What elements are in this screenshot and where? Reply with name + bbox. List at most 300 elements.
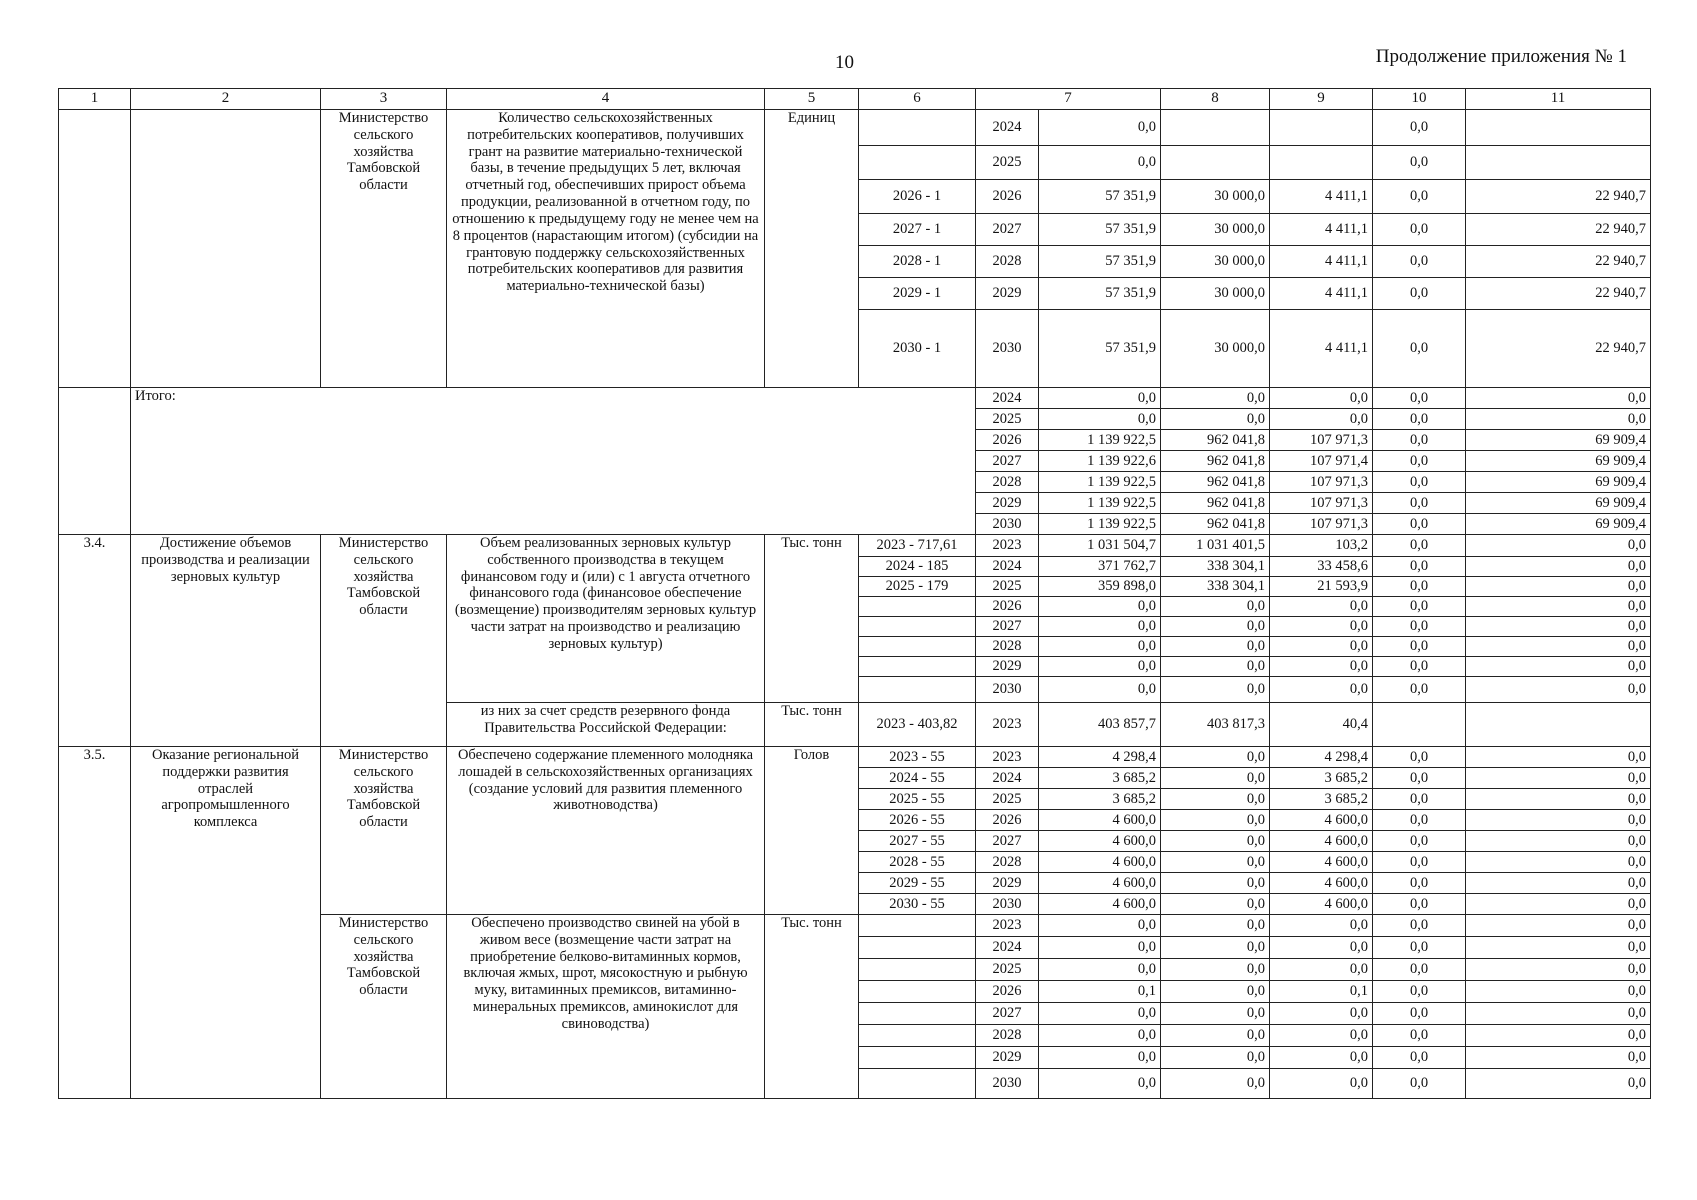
unit-cell: Тыс. тонн [765, 703, 859, 747]
table-row [59, 747, 1651, 768]
cell-plan: 2027 - 55 [859, 831, 976, 852]
cell-federal: 0,0 [1161, 852, 1270, 873]
cell-municipal: 0,0 [1373, 246, 1466, 278]
cell-extra: 0,0 [1466, 597, 1651, 617]
cell-federal: 30 000,0 [1161, 278, 1270, 310]
cell-federal: 1 031 401,5 [1161, 535, 1270, 557]
cell-regional: 0,0 [1270, 915, 1373, 937]
cell-municipal: 0,0 [1373, 617, 1466, 637]
cell-federal: 0,0 [1161, 657, 1270, 677]
cell-municipal: 0,0 [1373, 310, 1466, 388]
cell-total: 0,0 [1039, 1047, 1161, 1069]
cell-year: 2024 [976, 937, 1039, 959]
cell-year: 2030 [976, 894, 1039, 915]
budget-table [58, 88, 1651, 1099]
cell-plan: 2028 - 1 [859, 246, 976, 278]
cell-year: 2024 [976, 557, 1039, 577]
cell-total: 0,0 [1039, 959, 1161, 981]
cell-regional: 4 411,1 [1270, 278, 1373, 310]
unit-cell: Единиц [765, 110, 859, 388]
cell-year: 2030 [976, 310, 1039, 388]
cell-federal: 0,0 [1161, 831, 1270, 852]
cell-year: 2025 [976, 577, 1039, 597]
cell-municipal: 0,0 [1373, 597, 1466, 617]
cell-year: 2023 [976, 747, 1039, 768]
cell-extra: 0,0 [1466, 1003, 1651, 1025]
cell-total: 57 351,9 [1039, 214, 1161, 246]
cell-federal: 0,0 [1161, 677, 1270, 703]
cell-extra: 0,0 [1466, 915, 1651, 937]
cell-regional: 4 600,0 [1270, 852, 1373, 873]
cell-extra: 0,0 [1466, 1069, 1651, 1099]
cell-federal: 962 041,8 [1161, 493, 1270, 514]
cell-municipal: 0,0 [1373, 657, 1466, 677]
cell-federal: 0,0 [1161, 915, 1270, 937]
cell-total: 0,0 [1039, 617, 1161, 637]
cell-municipal: 0,0 [1373, 180, 1466, 214]
cell-municipal: 0,0 [1373, 937, 1466, 959]
cell-federal: 962 041,8 [1161, 514, 1270, 535]
cell-extra: 69 909,4 [1466, 430, 1651, 451]
cell-municipal: 0,0 [1373, 768, 1466, 789]
cell-extra: 0,0 [1466, 747, 1651, 768]
cell-federal: 338 304,1 [1161, 557, 1270, 577]
cell-federal: 30 000,0 [1161, 310, 1270, 388]
cell-total: 0,0 [1039, 1003, 1161, 1025]
section-title: Оказание региональной поддержки развития отраслей агропромышленного комплекса [131, 747, 321, 1099]
cell-plan: 2030 - 1 [859, 310, 976, 388]
col-header-5: 5 [765, 89, 859, 110]
cell-plan: 2024 - 55 [859, 768, 976, 789]
col-header-7: 7 [976, 89, 1161, 110]
cell-federal: 30 000,0 [1161, 214, 1270, 246]
cell-municipal: 0,0 [1373, 894, 1466, 915]
cell-municipal: 0,0 [1373, 852, 1466, 873]
cell-plan: 2029 - 1 [859, 278, 976, 310]
cell-municipal: 0,0 [1373, 409, 1466, 430]
cell-total: 1 139 922,5 [1039, 430, 1161, 451]
cell-federal: 0,0 [1161, 981, 1270, 1003]
col-header-4: 4 [447, 89, 765, 110]
cell-extra: 0,0 [1466, 388, 1651, 409]
cell-plan [859, 657, 976, 677]
cell-year: 2026 [976, 597, 1039, 617]
cell-year: 2023 [976, 703, 1039, 747]
executor-cell: Министерство сельского хозяйства Тамбовской области [321, 110, 447, 388]
cell-regional: 0,0 [1270, 1069, 1373, 1099]
cell-plan [859, 637, 976, 657]
cell-total: 403 857,7 [1039, 703, 1161, 747]
cell-federal: 0,0 [1161, 789, 1270, 810]
cell-regional: 3 685,2 [1270, 768, 1373, 789]
cell-year: 2028 [976, 1025, 1039, 1047]
cell-total: 0,0 [1039, 146, 1161, 180]
cell-federal: 338 304,1 [1161, 577, 1270, 597]
cell-total: 0,0 [1039, 915, 1161, 937]
cell-regional: 107 971,3 [1270, 514, 1373, 535]
cell-year: 2026 [976, 180, 1039, 214]
cell-total: 57 351,9 [1039, 278, 1161, 310]
cell-regional: 0,0 [1270, 677, 1373, 703]
cell-federal: 0,0 [1161, 810, 1270, 831]
cell-year: 2027 [976, 617, 1039, 637]
cell-federal: 0,0 [1161, 747, 1270, 768]
cell-municipal: 0,0 [1373, 146, 1466, 180]
cell-regional [1270, 146, 1373, 180]
col-header-3: 3 [321, 89, 447, 110]
cell-total: 1 139 922,6 [1039, 451, 1161, 472]
indicator-cell: Обеспечено производство свиней на убой в живом весе (возмещение части затрат на приобретение белково-витаминных кормов, включая жмых, шрот, мясокостную и рыбную муку, витаминных премиксов, витаминно-минеральных премиксов, аминокислот для свиноводства) [447, 915, 765, 1099]
reserve-indicator-cell: из них за счет средств резервного фонда Правительства Российской Федерации: [447, 703, 765, 747]
cell-municipal: 0,0 [1373, 1025, 1466, 1047]
cell-plan [859, 110, 976, 146]
unit-cell: Тыс. тонн [765, 915, 859, 1099]
cell-plan: 2023 - 55 [859, 747, 976, 768]
cell-regional: 4 600,0 [1270, 894, 1373, 915]
indicator-cell: Количество сельскохозяйственных потребительских кооперативов, получивших грант на развитие материально-технической базы, в течение предыдущих 5 лет, включая отчетный год, обеспечивших прирост объема продукции, реализованной в отчетном году, по отношению к предыдущему году не менее чем на 8 процентов (нарастающим итогом) (субсидии на грантовую поддержку сельскохозяйственных потребительских кооперативов для развития материально-технической базы) [447, 110, 765, 388]
cell-federal: 0,0 [1161, 388, 1270, 409]
unit-cell: Тыс. тонн [765, 535, 859, 703]
cell-plan [859, 1069, 976, 1099]
cell-federal [1161, 110, 1270, 146]
cell-total: 0,0 [1039, 657, 1161, 677]
cell-federal: 0,0 [1161, 873, 1270, 894]
cell-year: 2030 [976, 514, 1039, 535]
cell-municipal: 0,0 [1373, 873, 1466, 894]
executor-cell: Министерство сельского хозяйства Тамбовской области [321, 747, 447, 915]
cell-regional: 0,1 [1270, 981, 1373, 1003]
cell-regional: 40,4 [1270, 703, 1373, 747]
cell-regional: 103,2 [1270, 535, 1373, 557]
cell-municipal: 0,0 [1373, 677, 1466, 703]
cell-year: 2026 [976, 430, 1039, 451]
cell-year: 2028 [976, 637, 1039, 657]
cell-extra [1466, 146, 1651, 180]
indicator-cell: Объем реализованных зерновых культур собственного производства в текущем финансовом году и (или) с 1 августа отчетного финансового года (финансовое обеспечение (возмещение) производителям зерновых культур части затрат на производство и реализацию зерновых культур) [447, 535, 765, 703]
cell-plan: 2023 - 403,82 [859, 703, 976, 747]
cell-municipal: 0,0 [1373, 430, 1466, 451]
cell-year: 2024 [976, 388, 1039, 409]
cell-year: 2027 [976, 451, 1039, 472]
cell-total: 4 600,0 [1039, 810, 1161, 831]
cell-regional: 4 298,4 [1270, 747, 1373, 768]
cell-regional: 0,0 [1270, 959, 1373, 981]
cell-plan [859, 1003, 976, 1025]
cell-extra: 0,0 [1466, 852, 1651, 873]
cell-year: 2027 [976, 214, 1039, 246]
executor-cell: Министерство сельского хозяйства Тамбовской области [321, 535, 447, 747]
cell-municipal: 0,0 [1373, 577, 1466, 597]
cell-total: 0,0 [1039, 388, 1161, 409]
cell-municipal: 0,0 [1373, 915, 1466, 937]
cell-municipal: 0,0 [1373, 110, 1466, 146]
cell-extra: 22 940,7 [1466, 180, 1651, 214]
cell-federal: 0,0 [1161, 768, 1270, 789]
cell-regional: 0,0 [1270, 657, 1373, 677]
cell-year: 2026 [976, 810, 1039, 831]
cell-plan: 2028 - 55 [859, 852, 976, 873]
cell-municipal: 0,0 [1373, 514, 1466, 535]
cell-municipal: 0,0 [1373, 789, 1466, 810]
cell-federal: 0,0 [1161, 1025, 1270, 1047]
cell-total: 0,0 [1039, 937, 1161, 959]
cell-extra: 69 909,4 [1466, 451, 1651, 472]
cell-plan [859, 1025, 976, 1047]
cell-regional: 0,0 [1270, 637, 1373, 657]
cell-regional: 0,0 [1270, 409, 1373, 430]
cell-extra: 0,0 [1466, 873, 1651, 894]
cell-plan: 2025 - 179 [859, 577, 976, 597]
cell-total: 4 600,0 [1039, 852, 1161, 873]
cell-total: 0,0 [1039, 1025, 1161, 1047]
cell-total: 3 685,2 [1039, 789, 1161, 810]
cell-federal: 0,0 [1161, 894, 1270, 915]
cell-total: 0,0 [1039, 1069, 1161, 1099]
cell-regional: 0,0 [1270, 1003, 1373, 1025]
cell-plan: 2024 - 185 [859, 557, 976, 577]
cell-year: 2030 [976, 677, 1039, 703]
cell-federal: 30 000,0 [1161, 180, 1270, 214]
cell-regional: 4 411,1 [1270, 214, 1373, 246]
cell-total: 0,0 [1039, 409, 1161, 430]
cell-plan [859, 677, 976, 703]
cell-extra: 69 909,4 [1466, 493, 1651, 514]
cell-regional: 4 600,0 [1270, 810, 1373, 831]
cell-year: 2027 [976, 831, 1039, 852]
cell-total: 3 685,2 [1039, 768, 1161, 789]
cell-total: 0,0 [1039, 677, 1161, 703]
cell-year: 2029 [976, 278, 1039, 310]
cell-municipal: 0,0 [1373, 637, 1466, 657]
cell-extra: 69 909,4 [1466, 472, 1651, 493]
cell-year: 2023 [976, 535, 1039, 557]
cell-plan: 2025 - 55 [859, 789, 976, 810]
cell-plan: 2029 - 55 [859, 873, 976, 894]
cell-year: 2025 [976, 146, 1039, 180]
cell-municipal: 0,0 [1373, 278, 1466, 310]
cell-regional: 21 593,9 [1270, 577, 1373, 597]
cell-total: 1 139 922,5 [1039, 472, 1161, 493]
col-header-6: 6 [859, 89, 976, 110]
cell-federal: 0,0 [1161, 937, 1270, 959]
cell-regional: 107 971,3 [1270, 472, 1373, 493]
cell-plan [859, 937, 976, 959]
cell-regional: 4 411,1 [1270, 180, 1373, 214]
cell-year: 2025 [976, 789, 1039, 810]
cell-extra: 0,0 [1466, 617, 1651, 637]
cell-regional: 107 971,4 [1270, 451, 1373, 472]
cell-extra: 0,0 [1466, 981, 1651, 1003]
cell-municipal: 0,0 [1373, 388, 1466, 409]
cell-federal: 0,0 [1161, 597, 1270, 617]
cell-plan [859, 146, 976, 180]
cell-plan [859, 617, 976, 637]
cell-year: 2029 [976, 1047, 1039, 1069]
cell-total: 1 031 504,7 [1039, 535, 1161, 557]
cell-year: 2024 [976, 768, 1039, 789]
cell-extra: 0,0 [1466, 831, 1651, 852]
cell-year: 2029 [976, 493, 1039, 514]
cell-extra: 0,0 [1466, 894, 1651, 915]
cell-regional: 4 600,0 [1270, 831, 1373, 852]
cell-extra: 0,0 [1466, 1025, 1651, 1047]
cell-plan: 2026 - 1 [859, 180, 976, 214]
cell-extra: 22 940,7 [1466, 278, 1651, 310]
cell-federal: 0,0 [1161, 617, 1270, 637]
cell-municipal: 0,0 [1373, 493, 1466, 514]
cell-extra: 0,0 [1466, 937, 1651, 959]
cell-federal: 0,0 [1161, 1069, 1270, 1099]
cell-extra: 69 909,4 [1466, 514, 1651, 535]
cell-extra: 0,0 [1466, 789, 1651, 810]
cell-regional: 4 411,1 [1270, 310, 1373, 388]
cell-total: 4 600,0 [1039, 873, 1161, 894]
cell-regional: 0,0 [1270, 937, 1373, 959]
cell-extra: 0,0 [1466, 810, 1651, 831]
unit-cell: Голов [765, 747, 859, 915]
cell-plan [859, 959, 976, 981]
cell-extra: 0,0 [1466, 768, 1651, 789]
cell-year: 2027 [976, 1003, 1039, 1025]
cell-federal: 403 817,3 [1161, 703, 1270, 747]
cell-extra: 22 940,7 [1466, 214, 1651, 246]
cell-extra: 0,0 [1466, 1047, 1651, 1069]
section-title: Достижение объемов производства и реализации зерновых культур [131, 535, 321, 747]
cell-year: 2030 [976, 1069, 1039, 1099]
cell-municipal: 0,0 [1373, 981, 1466, 1003]
table-row [59, 535, 1651, 557]
cell-total: 4 600,0 [1039, 831, 1161, 852]
cell-plan: 2027 - 1 [859, 214, 976, 246]
cell-extra: 0,0 [1466, 409, 1651, 430]
cell-year: 2025 [976, 959, 1039, 981]
cell-plan [859, 915, 976, 937]
cell-federal: 0,0 [1161, 637, 1270, 657]
cell-extra: 0,0 [1466, 959, 1651, 981]
col-header-1: 1 [59, 89, 131, 110]
cell-number [59, 110, 131, 388]
cell-total: 0,0 [1039, 110, 1161, 146]
cell-municipal: 0,0 [1373, 451, 1466, 472]
cell-federal: 962 041,8 [1161, 451, 1270, 472]
itogo-label: Итого: [131, 388, 976, 535]
cell-regional: 107 971,3 [1270, 430, 1373, 451]
cell-municipal: 0,0 [1373, 810, 1466, 831]
cell-municipal: 0,0 [1373, 557, 1466, 577]
cell-year: 2024 [976, 110, 1039, 146]
cell-regional: 0,0 [1270, 597, 1373, 617]
cell-regional: 4 411,1 [1270, 246, 1373, 278]
column-header-row [59, 89, 1651, 110]
cell-total: 57 351,9 [1039, 246, 1161, 278]
cell-extra: 0,0 [1466, 557, 1651, 577]
table-row [59, 110, 1651, 146]
cell-extra [1466, 703, 1651, 747]
cell-year: 2028 [976, 246, 1039, 278]
cell-plan [859, 981, 976, 1003]
cell-plan [859, 597, 976, 617]
cell-regional: 107 971,3 [1270, 493, 1373, 514]
cell-total: 4 298,4 [1039, 747, 1161, 768]
cell-extra: 0,0 [1466, 577, 1651, 597]
page-number: 10 [835, 52, 854, 73]
cell-federal: 0,0 [1161, 409, 1270, 430]
col-header-10: 10 [1373, 89, 1466, 110]
cell-year: 2029 [976, 657, 1039, 677]
cell-regional: 0,0 [1270, 1025, 1373, 1047]
cell-regional: 0,0 [1270, 617, 1373, 637]
cell-federal: 962 041,8 [1161, 430, 1270, 451]
cell-municipal: 0,0 [1373, 831, 1466, 852]
cell-year: 2026 [976, 981, 1039, 1003]
section-number: 3.5. [59, 747, 131, 1099]
cell-federal: 30 000,0 [1161, 246, 1270, 278]
cell-total: 57 351,9 [1039, 310, 1161, 388]
cell-regional: 33 458,6 [1270, 557, 1373, 577]
cell-year: 2029 [976, 873, 1039, 894]
cell-plan: 2030 - 55 [859, 894, 976, 915]
cell-municipal: 0,0 [1373, 214, 1466, 246]
cell-extra: 0,0 [1466, 657, 1651, 677]
cell-total: 371 762,7 [1039, 557, 1161, 577]
cell-year: 2025 [976, 409, 1039, 430]
indicator-cell: Обеспечено содержание племенного молодняка лошадей в сельскохозяйственных организациях (создание условий для развития племенного животноводства) [447, 747, 765, 915]
cell-municipal: 0,0 [1373, 1003, 1466, 1025]
cell-plan [859, 1047, 976, 1069]
cell-extra: 22 940,7 [1466, 246, 1651, 278]
executor-cell: Министерство сельского хозяйства Тамбовской области [321, 915, 447, 1099]
cell-total: 0,0 [1039, 597, 1161, 617]
cell-extra: 22 940,7 [1466, 310, 1651, 388]
continuation-caption: Продолжение приложения № 1 [1375, 46, 1627, 67]
cell-regional: 3 685,2 [1270, 789, 1373, 810]
cell-plan: 2023 - 717,61 [859, 535, 976, 557]
cell-year: 2028 [976, 852, 1039, 873]
section-number: 3.4. [59, 535, 131, 747]
cell-total: 4 600,0 [1039, 894, 1161, 915]
cell-total: 0,0 [1039, 637, 1161, 657]
cell-extra [1466, 110, 1651, 146]
cell-municipal: 0,0 [1373, 959, 1466, 981]
cell-total: 57 351,9 [1039, 180, 1161, 214]
cell-extra: 0,0 [1466, 637, 1651, 657]
col-header-8: 8 [1161, 89, 1270, 110]
cell-total: 1 139 922,5 [1039, 493, 1161, 514]
col-header-2: 2 [131, 89, 321, 110]
cell-federal: 0,0 [1161, 959, 1270, 981]
cell-extra: 0,0 [1466, 677, 1651, 703]
cell-title [131, 110, 321, 388]
cell-federal: 0,0 [1161, 1047, 1270, 1069]
cell-municipal: 0,0 [1373, 472, 1466, 493]
cell-regional: 0,0 [1270, 388, 1373, 409]
cell-municipal: 0,0 [1373, 1047, 1466, 1069]
cell-federal: 0,0 [1161, 1003, 1270, 1025]
cell-number [59, 388, 131, 535]
table-row [59, 388, 1651, 409]
cell-year: 2028 [976, 472, 1039, 493]
cell-year: 2023 [976, 915, 1039, 937]
cell-municipal [1373, 703, 1466, 747]
cell-federal [1161, 146, 1270, 180]
cell-federal: 962 041,8 [1161, 472, 1270, 493]
cell-municipal: 0,0 [1373, 1069, 1466, 1099]
cell-plan: 2026 - 55 [859, 810, 976, 831]
cell-regional: 4 600,0 [1270, 873, 1373, 894]
cell-municipal: 0,0 [1373, 535, 1466, 557]
cell-total: 1 139 922,5 [1039, 514, 1161, 535]
col-header-11: 11 [1466, 89, 1651, 110]
